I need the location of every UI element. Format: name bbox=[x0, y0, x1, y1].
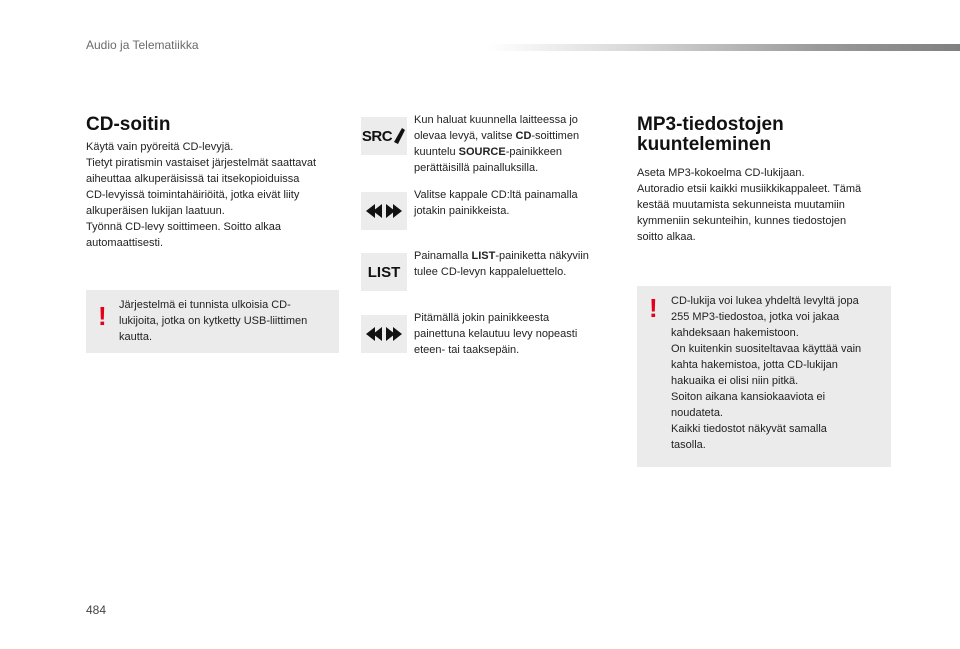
page-number: 484 bbox=[86, 603, 107, 617]
warning-line: tasolla. bbox=[671, 439, 706, 451]
mp3-text-line: kestää muutamista sekunneista muutamiin bbox=[637, 199, 845, 211]
src-phone-icon bbox=[361, 117, 407, 155]
ctrl-line: Valitse kappale CD:ltä painamalla bbox=[414, 189, 578, 201]
ctrl-line: kuuntelu SOURCE-painikkeen bbox=[414, 146, 562, 158]
mp3-text-line: Autoradio etsii kaikki musiikkikappaleet. Tämä bbox=[637, 183, 862, 195]
cd-warning-box bbox=[86, 290, 339, 353]
control-fast-text bbox=[414, 310, 614, 358]
cd-text-line: Tietyt piratismin vastaiset järjestelmät saattavat bbox=[86, 157, 317, 169]
list-label: LIST bbox=[367, 263, 401, 281]
cd-text-line: Työnnä CD-levy soittimeen. Soitto alkaa bbox=[86, 221, 282, 233]
ctrl-line: olevaa levyä, valitse CD-soittimen bbox=[414, 130, 580, 142]
fast-rewind-forward-arrows-icon bbox=[361, 315, 407, 353]
header-gradient-bar bbox=[488, 44, 960, 51]
ctrl-line: Painamalla LIST-painiketta näkyviin bbox=[414, 250, 589, 262]
cd-section-title: CD-soitin bbox=[86, 114, 171, 135]
ctrl-line: Pitämällä jokin painikkeesta bbox=[414, 312, 550, 324]
mp3-text-line: soitto alkaa. bbox=[637, 231, 696, 243]
warning-line: noudateta. bbox=[671, 407, 723, 419]
cd-text-line: automaattisesti. bbox=[86, 237, 164, 249]
control-list-text bbox=[414, 248, 614, 280]
warning-line: CD-lukija voi lukea yhdeltä levyltä jopa bbox=[671, 295, 859, 307]
warning-line: hakuaika ei olisi niin pitkä. bbox=[671, 375, 799, 387]
cd-text-line: CD-levyissä toimintahäiriöitä, jotka eivät liity bbox=[86, 189, 300, 201]
src-label: SRC bbox=[361, 127, 393, 145]
previous-next-arrows-icon bbox=[361, 192, 407, 230]
cd-warning-text bbox=[119, 297, 334, 345]
cd-text-line: Käytä vain pyöreitä CD-levyjä. bbox=[86, 141, 234, 153]
warning-line: 255 MP3-tiedostoa, jotka voi jakaa bbox=[671, 311, 840, 323]
ctrl-line: perättäisillä painalluksilla. bbox=[414, 162, 539, 174]
ctrl-line: jotakin painikkeista. bbox=[414, 205, 510, 217]
mp3-title-line: kuunteleminen bbox=[637, 134, 772, 155]
mp3-warning-box bbox=[637, 286, 891, 467]
warning-line: Järjestelmä ei tunnista ulkoisia CD- bbox=[119, 299, 291, 311]
warning-line: On kuitenkin suositeltavaa käyttää vain bbox=[671, 343, 862, 355]
mp3-section-text bbox=[637, 165, 897, 245]
ctrl-line: eteen- tai taaksepäin. bbox=[414, 344, 520, 356]
cd-text-line: alkuperäisen lukijan laatuun. bbox=[86, 205, 225, 217]
mp3-section-title bbox=[637, 115, 784, 155]
warning-exclamation-icon: ! bbox=[649, 293, 658, 323]
warning-line: kautta. bbox=[119, 331, 153, 343]
mp3-title-line: MP3-tiedostojen bbox=[637, 114, 784, 135]
control-src-text bbox=[414, 112, 614, 176]
control-arrows-text bbox=[414, 187, 614, 219]
header-title: Audio ja Telematiikka bbox=[86, 38, 199, 52]
list-button-icon bbox=[361, 253, 407, 291]
warning-exclamation-icon: ! bbox=[98, 301, 107, 331]
ctrl-line: painettuna kelautuu levy nopeasti bbox=[414, 328, 578, 340]
cd-text-line: aiheuttaa alkuperäisissä tai itsekopioiduissa bbox=[86, 173, 300, 185]
warning-line: kahdeksaan hakemistoon. bbox=[671, 327, 799, 339]
cd-section-text bbox=[86, 139, 348, 251]
ctrl-line: tulee CD-levyn kappaleluettelo. bbox=[414, 266, 567, 278]
ctrl-line: Kun haluat kuunnella laitteessa jo bbox=[414, 114, 578, 126]
warning-line: Kaikki tiedostot näkyvät samalla bbox=[671, 423, 827, 435]
mp3-text-line: Aseta MP3-kokoelma CD-lukijaan. bbox=[637, 167, 805, 179]
mp3-text-line: kymmeniin sekunteihin, kunnes tiedostojen bbox=[637, 215, 847, 227]
warning-line: Soiton aikana kansiokaaviota ei bbox=[671, 391, 826, 403]
phone-icon bbox=[392, 127, 406, 145]
warning-line: kahta hakemistoa, jotta CD-lukijan bbox=[671, 359, 838, 371]
warning-line: lukijoita, jotka on kytketty USB-liittimen bbox=[119, 315, 308, 327]
mp3-warning-text bbox=[671, 293, 886, 453]
